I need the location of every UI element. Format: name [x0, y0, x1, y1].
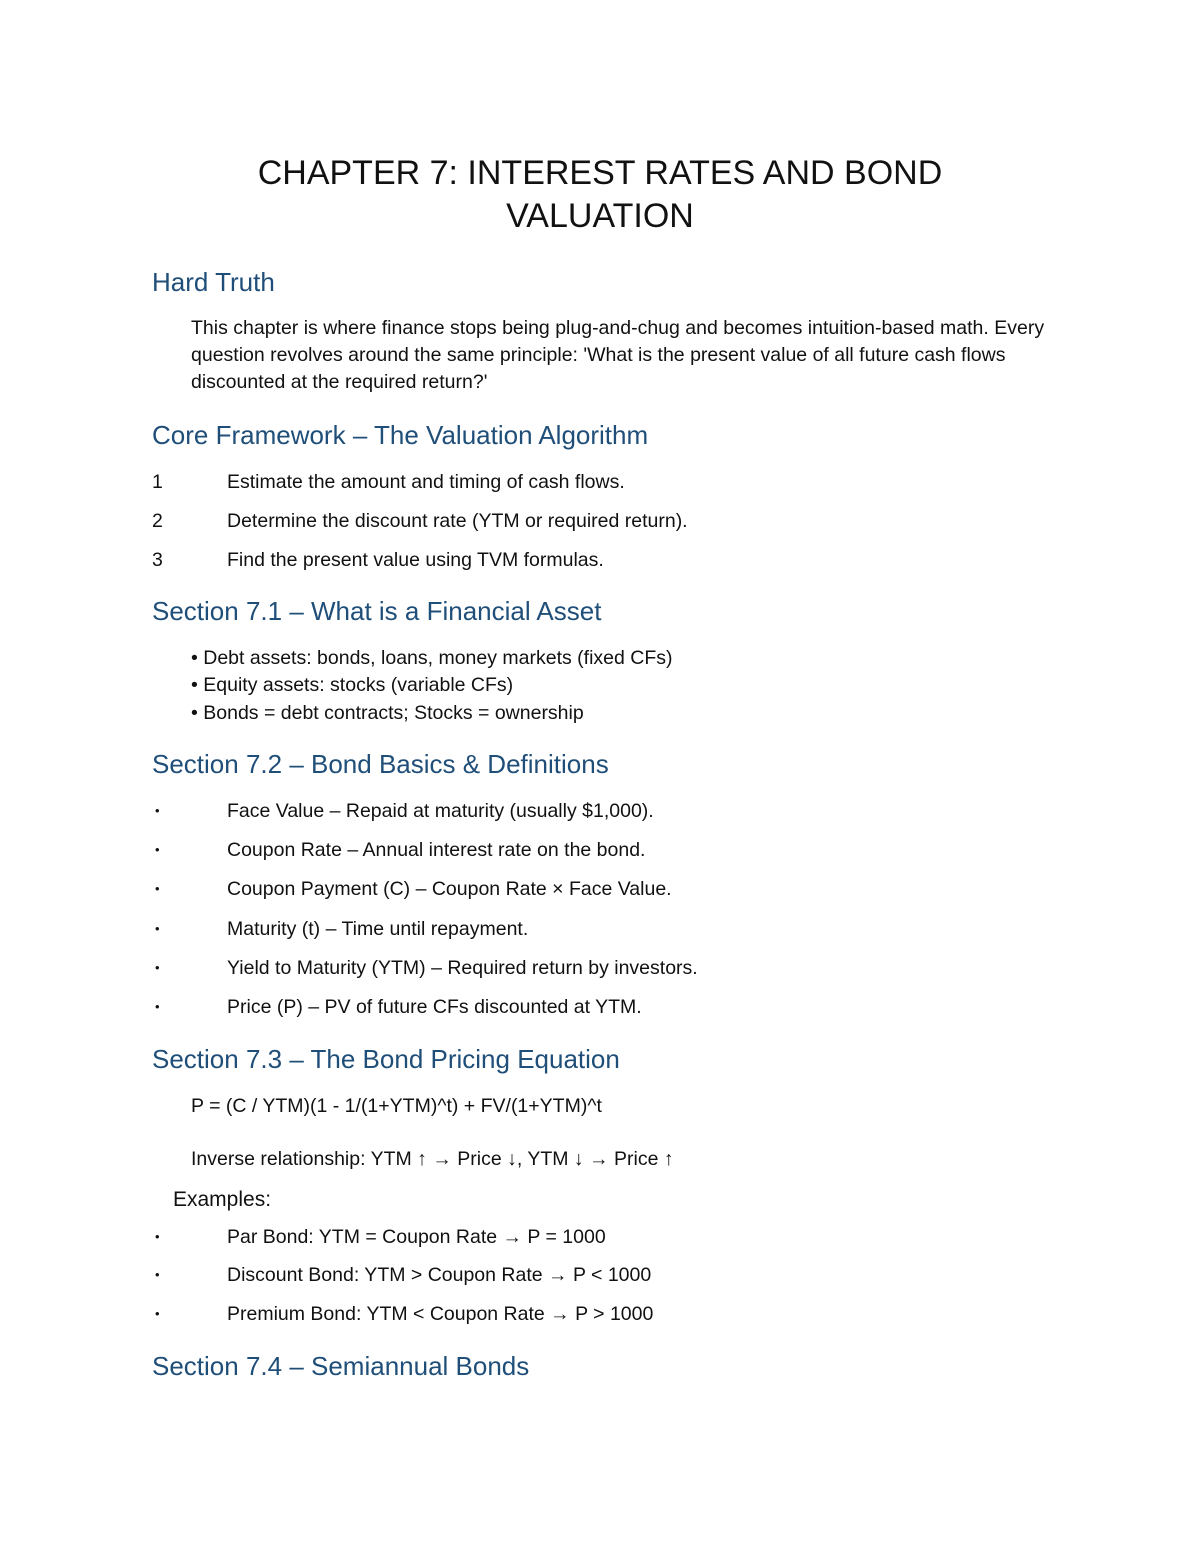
list-item: • Bonds = debt contracts; Stocks = ownership [191, 702, 584, 724]
example-text: Par Bond: YTM = Coupon Rate → P = 1000 [227, 1226, 606, 1248]
step-text: Estimate the amount and timing of cash flows. [227, 471, 625, 493]
definition-text: Yield to Maturity (YTM) – Required return by investors. [227, 957, 698, 979]
inverse-relationship: Inverse relationship: YTM ↑ → Price ↓, YTM ↓ → Price ↑ [191, 1148, 674, 1170]
definition-text: Face Value – Repaid at maturity (usually $1,000). [227, 800, 654, 822]
step-text: Find the present value using TVM formulas. [227, 549, 604, 571]
core-framework-heading: Core Framework – The Valuation Algorithm [152, 420, 649, 450]
examples-label: Examples: [173, 1188, 272, 1211]
definition-text: Coupon Payment (C) – Coupon Rate × Face Value. [227, 878, 672, 900]
bond-pricing-equation: P = (C / YTM)(1 - 1/(1+YTM)^t) + FV/(1+YTM)^t [191, 1095, 602, 1117]
bullet: • [155, 960, 160, 975]
bullet: • [155, 921, 160, 936]
example-text: Premium Bond: YTM < Coupon Rate → P > 1000 [227, 1303, 654, 1325]
list-item: • Equity assets: stocks (variable CFs) [191, 674, 514, 696]
definition-text: Maturity (t) – Time until repayment. [227, 918, 529, 940]
definition-text: Price (P) – PV of future CFs discounted at YTM. [227, 996, 642, 1018]
bullet: • [155, 1267, 160, 1282]
section-7-1-heading: Section 7.1 – What is a Financial Asset [152, 596, 602, 626]
chapter-title [0, 152, 1200, 238]
definition-text: Coupon Rate – Annual interest rate on the bond. [227, 839, 646, 861]
hard-truth-paragraph: This chapter is where finance stops being plug-and-chug and becomes intuition-based math. Every question revolves around the same principle: 'What is the present value of all future cash flows discounted at the required return?' [191, 317, 1045, 393]
bullet: • [155, 1229, 160, 1244]
chapter-title-line-2: VALUATION [506, 197, 694, 235]
step-number: 2 [152, 510, 163, 532]
bullet: • [155, 999, 160, 1014]
section-7-2-heading: Section 7.2 – Bond Basics & Definitions [152, 749, 609, 779]
section-7-4-heading: Section 7.4 – Semiannual Bonds [152, 1351, 530, 1381]
bullet: • [155, 881, 160, 896]
example-text: Discount Bond: YTM > Coupon Rate → P < 1000 [227, 1264, 652, 1286]
section-7-3-heading: Section 7.3 – The Bond Pricing Equation [152, 1044, 620, 1074]
step-text: Determine the discount rate (YTM or required return). [227, 510, 688, 532]
step-number: 1 [152, 471, 163, 493]
bullet: • [155, 842, 160, 857]
list-item: • Debt assets: bonds, loans, money markets (fixed CFs) [191, 647, 673, 669]
bullet: • [155, 803, 160, 818]
chapter-title-line-1: CHAPTER 7: INTEREST RATES AND BOND [257, 154, 943, 192]
bullet: • [155, 1306, 160, 1321]
step-number: 3 [152, 549, 163, 571]
hard-truth-heading: Hard Truth [152, 267, 275, 297]
